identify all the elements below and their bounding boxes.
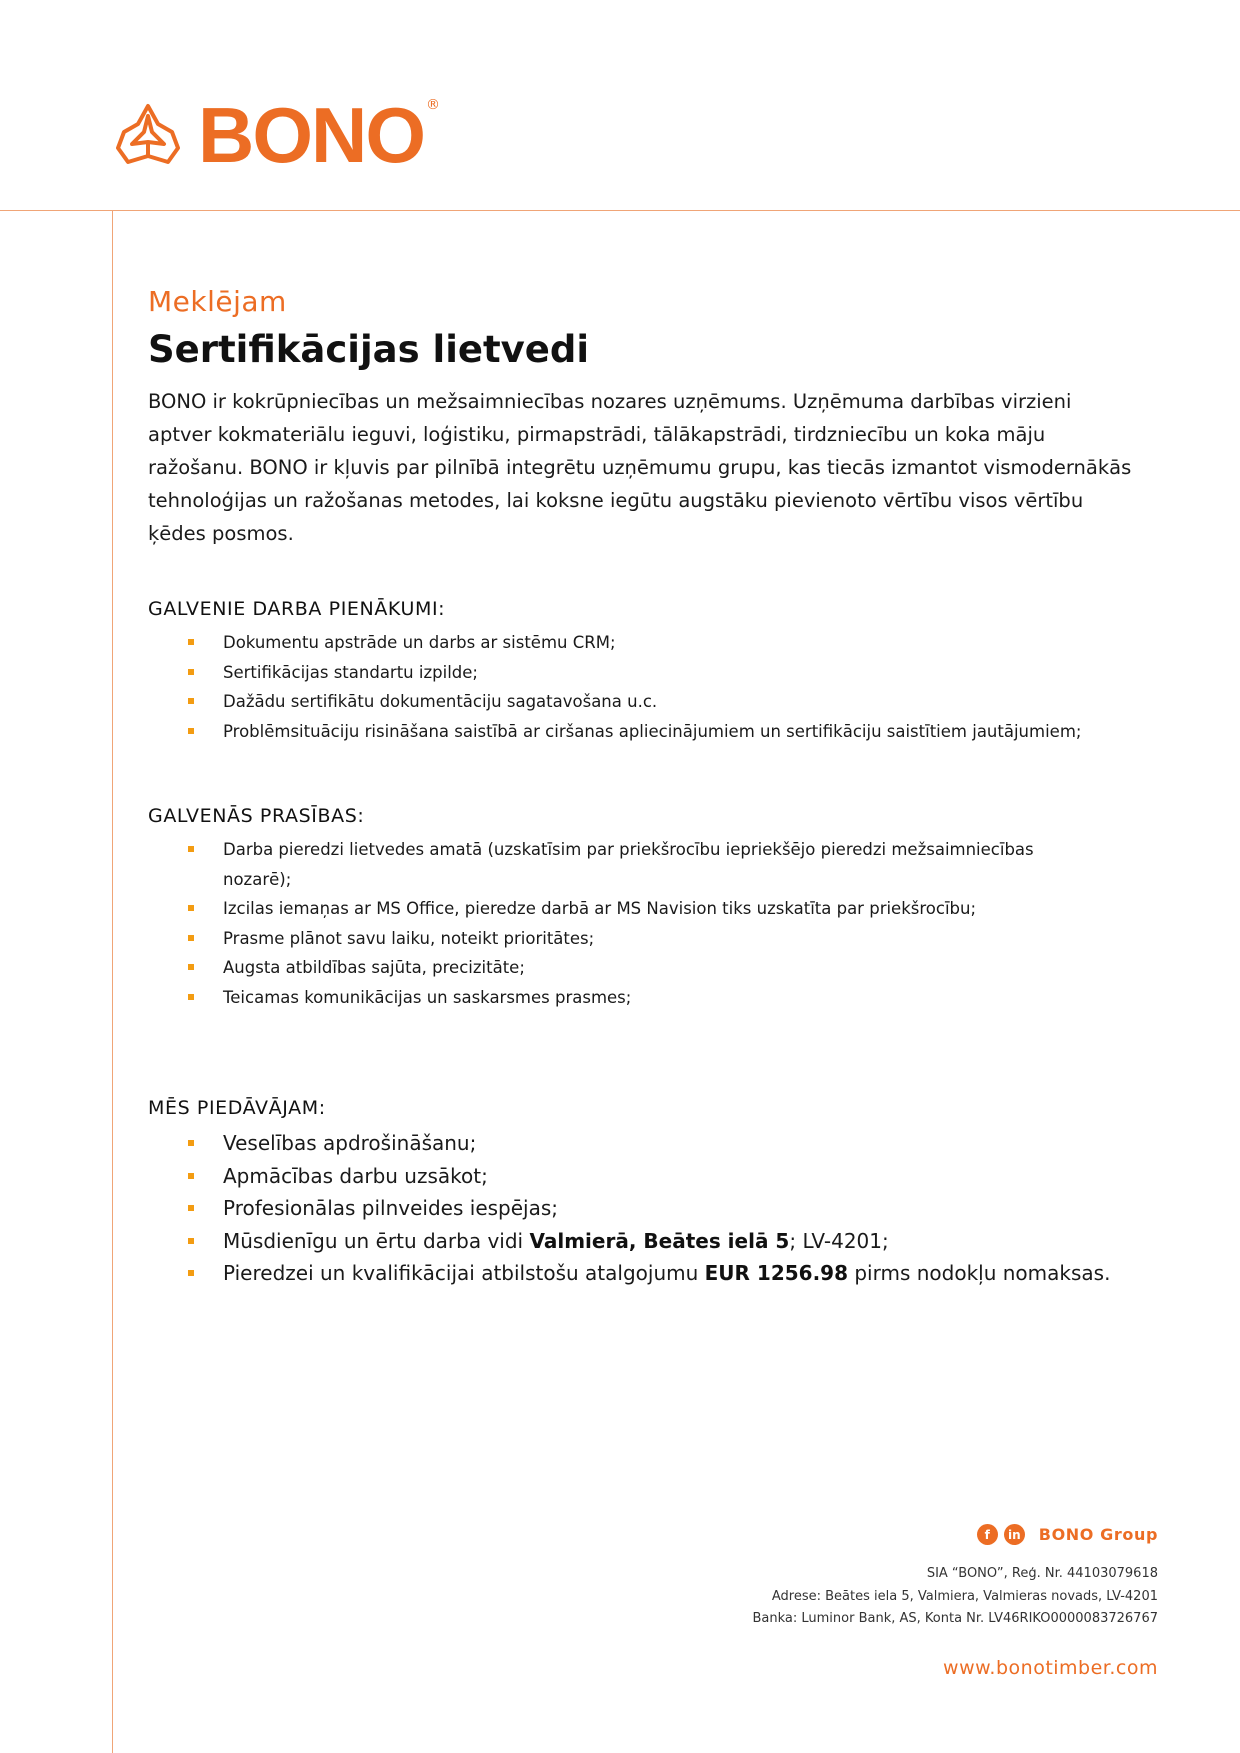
bullet-icon — [188, 1238, 194, 1244]
header-divider — [0, 210, 1240, 211]
bullet-icon — [188, 669, 194, 675]
duties-list — [148, 628, 1128, 746]
offer-list — [148, 1127, 1128, 1290]
bullet-icon — [188, 1140, 194, 1146]
bullet-icon — [188, 935, 194, 941]
bullet-icon — [188, 698, 194, 704]
duties-section — [148, 598, 1128, 746]
requirements-heading: GALVENĀS PRASĪBAS: — [148, 805, 365, 827]
company-footer — [752, 1524, 1158, 1679]
requirements-section — [148, 805, 1128, 1012]
bono-emblem-icon — [112, 102, 184, 168]
margin-rule — [112, 210, 113, 1753]
list-item: Profesionālas pilnveides iespējas; — [148, 1192, 1128, 1225]
bullet-icon — [188, 1270, 194, 1276]
list-item: Veselības apdrošināšanu; — [148, 1127, 1128, 1160]
list-item: Prasme plānot savu laiku, noteikt prioritātes; — [148, 924, 1128, 954]
registration-line: SIA “BONO”, Reģ. Nr. 44103079618 — [926, 1566, 1158, 1581]
website-link[interactable]: www.bonotimber.com — [943, 1656, 1158, 1679]
bullet-icon — [188, 846, 194, 852]
offer-heading: MĒS PIEDĀVĀJAM: — [148, 1097, 326, 1119]
list-item: Augsta atbildības sajūta, precizitāte; — [148, 953, 1128, 983]
linkedin-icon[interactable]: in — [1004, 1524, 1025, 1545]
company-intro: BONO ir kokrūpniecības un mežsaimniecības nozares uzņēmums. Uzņēmuma darbības virzieni aptver kokmateriālu ieguvi, loģistiku, pirmapstrādi, tālākapstrādi, tirdzniecību un koka māju ražošanu. BONO ir kļuvis par pilnībā integrētu uzņēmumu grupu, kas tiecās izmantot vismodernākās tehnoloģijas un ražošanas metodes, lai koksne iegūtu augstāku pievienoto vērtību visos vērtību ķēdes posmos. — [148, 390, 1132, 545]
offer-section — [148, 1097, 1128, 1290]
bullet-icon — [188, 994, 194, 1000]
list-item: Apmācības darbu uzsākot; — [148, 1160, 1128, 1193]
bank-line: Banka: Luminor Bank, AS, Konta Nr. LV46RIKO0000083726767 — [752, 1611, 1158, 1626]
list-item: Sertifikācijas standartu izpilde; — [148, 658, 1128, 688]
list-item: Pieredzei un kvalifikācijai atbilstošu atalgojumu EUR 1256.98 pirms nodokļu nomaksas. — [148, 1257, 1128, 1290]
facebook-icon[interactable]: f — [977, 1524, 998, 1545]
group-name: BONO Group — [1038, 1525, 1158, 1544]
list-item: Problēmsituāciju risināšana saistībā ar ciršanas apliecinājumiem un sertifikāciju saistītiem jautājumiem; — [148, 717, 1128, 747]
list-item: Dažādu sertifikātu dokumentāciju sagatavošana u.c. — [148, 687, 1128, 717]
bullet-icon — [188, 639, 194, 645]
bullet-icon — [188, 1205, 194, 1211]
group-line — [752, 1524, 1158, 1545]
brand-name: BONO — [198, 91, 424, 179]
list-item: Teicamas komunikācijas un saskarsmes prasmes; — [148, 983, 1128, 1013]
duties-heading: GALVENIE DARBA PIENĀKUMI: — [148, 598, 446, 620]
list-item: Izcilas iemaņas ar MS Office, pieredze darbā ar MS Navision tiks uzskatīta par priekšrocību; — [148, 894, 1128, 924]
list-item: Mūsdienīgu un ērtu darba vidi Valmierā, Beātes ielā 5; LV-4201; — [148, 1225, 1128, 1258]
address-line: Adrese: Beātes iela 5, Valmiera, Valmieras novads, LV-4201 — [771, 1588, 1158, 1604]
bullet-icon — [188, 905, 194, 911]
bono-logo — [112, 91, 440, 179]
kicker: Meklējam — [148, 285, 287, 318]
bullet-icon — [188, 1173, 194, 1179]
job-intro — [148, 285, 1148, 550]
list-item: Darba pieredzi lietvedes amatā (uzskatīsim par priekšrocību iepriekšējo pieredzi mežsaimniecības nozarē); — [148, 835, 1043, 894]
requirements-list — [148, 835, 1128, 1012]
bullet-icon — [188, 728, 194, 734]
work-location: Valmierā, Beātes ielā 5 — [529, 1228, 790, 1253]
job-title: Sertifikācijas lietvedi — [148, 328, 590, 371]
registered-mark: ® — [426, 97, 440, 113]
salary: EUR 1256.98 — [704, 1261, 848, 1285]
list-item: Dokumentu apstrāde un darbs ar sistēmu CRM; — [148, 628, 1128, 658]
bullet-icon — [188, 964, 194, 970]
